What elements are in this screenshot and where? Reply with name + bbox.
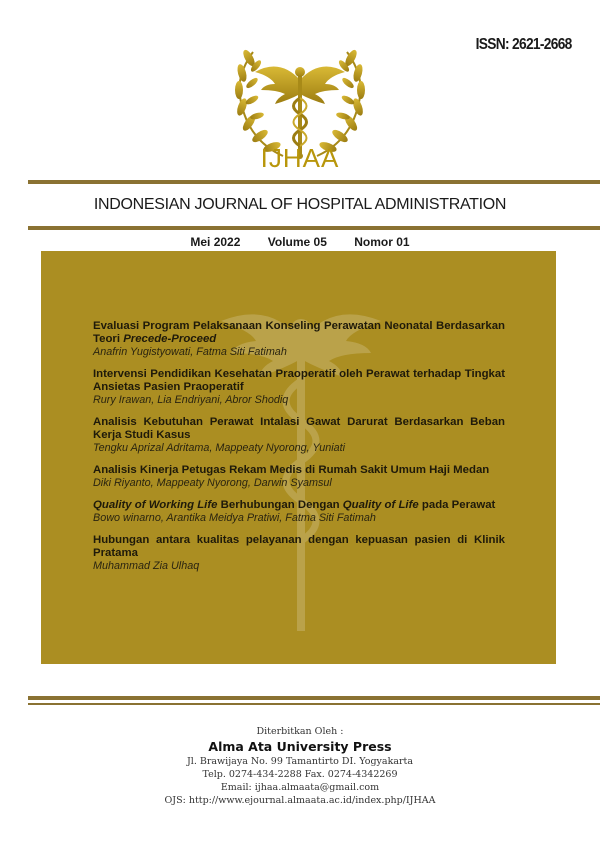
header-top-rule bbox=[28, 180, 600, 184]
issue-date: Mei 2022 bbox=[190, 235, 241, 249]
publisher-address: Jl. Brawijaya No. 99 Tamantirto DI. Yogyakarta bbox=[186, 756, 414, 767]
footer-rule-thick bbox=[28, 696, 600, 700]
article-authors: Tengku Aprizal Adritama, Mappeaty Nyorong, Yuniati bbox=[93, 442, 346, 454]
article-item[interactable] bbox=[93, 534, 505, 573]
article-authors: Muhammad Zia Ulhaq bbox=[93, 560, 200, 572]
article-list bbox=[93, 320, 505, 582]
publisher-name: Alma Ata University Press bbox=[208, 739, 392, 754]
article-item[interactable] bbox=[93, 499, 505, 525]
issue-number: Nomor 01 bbox=[354, 235, 410, 249]
article-title[interactable]: Evaluasi Program Pelaksanaan Konseling Perawatan Neonatal Berdasarkan Teori Precede-Proceed bbox=[93, 320, 505, 345]
publisher-ojs-link[interactable]: OJS: http://www.ejournal.almaata.ac.id/index.php/IJHAA bbox=[164, 795, 436, 806]
journal-title: INDONESIAN JOURNAL OF HOSPITAL ADMINISTRATION bbox=[93, 196, 507, 213]
header-bottom-rule bbox=[28, 226, 600, 230]
article-item[interactable] bbox=[93, 368, 505, 407]
article-title[interactable]: Analisis Kinerja Petugas Rekam Medis di Rumah Sakit Umum Haji Medan bbox=[93, 464, 490, 476]
footer-rule-thin bbox=[28, 703, 600, 705]
journal-logo-text: IJHAA bbox=[260, 143, 340, 173]
publisher-label: Diterbitkan Oleh : bbox=[256, 726, 344, 737]
publisher-phone: Telp. 0274-434-2288 Fax. 0274-4342269 bbox=[202, 769, 398, 780]
article-title[interactable]: Quality of Working Life Berhubungan Dengan Quality of Life pada Perawat bbox=[93, 499, 496, 511]
issn-label: ISSN: 2621-2668 bbox=[475, 36, 572, 53]
publisher-email[interactable]: Email: ijhaa.almaata@gmail.com bbox=[220, 782, 380, 793]
article-item[interactable] bbox=[93, 464, 505, 490]
contents-panel bbox=[41, 251, 556, 664]
article-item[interactable] bbox=[93, 416, 505, 455]
article-authors: Anafrin Yugistyowati, Fatma Siti Fatimah bbox=[93, 346, 287, 358]
article-title[interactable]: Intervensi Pendidikan Kesehatan Praoperatif oleh Perawat terhadap Tingkat Ansietas Pasien Praoperatif bbox=[93, 368, 505, 393]
article-authors: Bowo winarno, Arantika Meidya Pratiwi, Fatma Siti Fatimah bbox=[93, 512, 376, 524]
article-title[interactable]: Hubungan antara kualitas pelayanan dengan kepuasan pasien di Klinik Pratama bbox=[93, 534, 505, 559]
article-authors: Rury Irawan, Lia Endriyani, Abror Shodiq bbox=[93, 394, 289, 406]
article-authors: Diki Riyanto, Mappeaty Nyorong, Darwin Syamsul bbox=[93, 477, 332, 489]
article-item[interactable] bbox=[93, 320, 505, 359]
issue-info bbox=[0, 235, 600, 249]
issue-volume: Volume 05 bbox=[267, 235, 327, 249]
article-title[interactable]: Analisis Kebutuhan Perawat Intalasi Gawat Darurat Berdasarkan Beban Kerja Studi Kasus bbox=[93, 416, 505, 441]
